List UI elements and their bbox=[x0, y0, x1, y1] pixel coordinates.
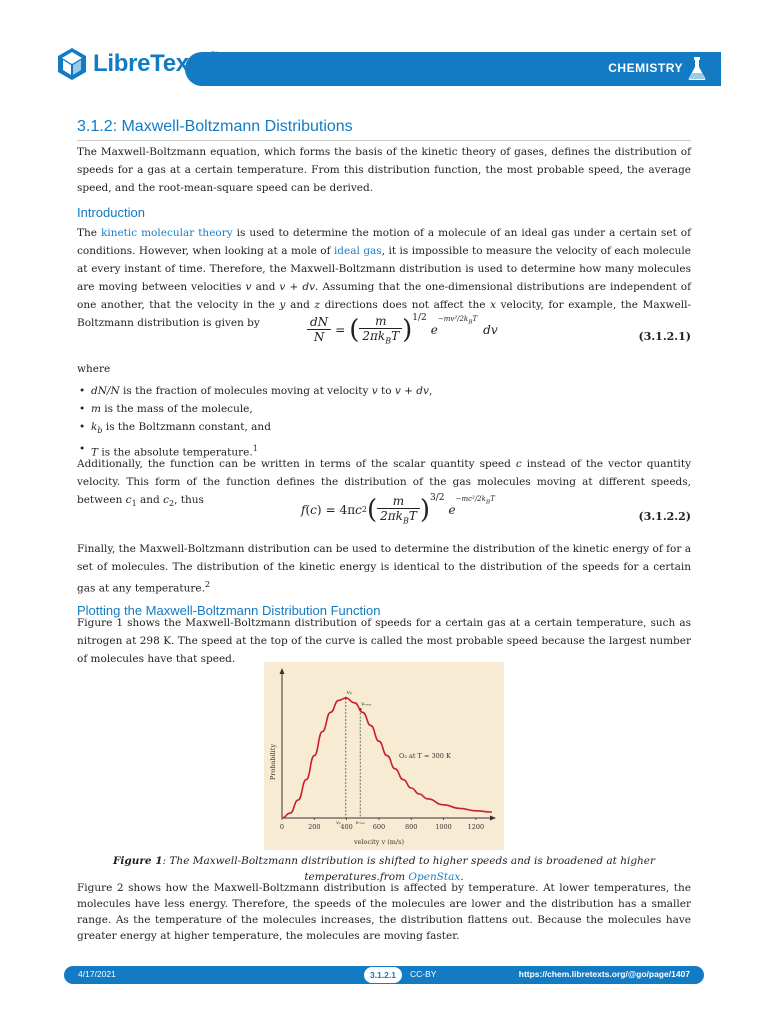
link-kinetic-molecular-theory[interactable]: kinetic molecular theory bbox=[100, 227, 233, 239]
list-item: • dN/N is the fraction of molecules moving at velocity v to v + dv, bbox=[77, 382, 691, 400]
equation-2-number: (3.1.2.2) bbox=[638, 510, 691, 523]
maxwell-boltzmann-chart bbox=[264, 662, 504, 850]
x-tick-label: 400 bbox=[340, 823, 353, 831]
logo-wordmark: LibreTexts™ bbox=[93, 50, 219, 77]
footer-license[interactable]: CC-BY bbox=[410, 969, 437, 979]
intro-paragraph: The Maxwell-Boltzmann equation, which forms the basis of the kinetic theory of gases, defines the distribution of speeds for a gas at a certain temperature. From this distribution function, the most probable speed, the average speed, and the root-mean-square speed can be derived. bbox=[77, 146, 691, 194]
figure-1-caption: Figure 1: The Maxwell-Boltzmann distribution is shifted to higher speeds and is broadened at higher temperatures.from OpenStax. bbox=[112, 855, 656, 883]
x-tick-label: 200 bbox=[308, 823, 321, 831]
libretexts-cube-icon bbox=[55, 46, 89, 82]
link-openstax[interactable]: OpenStax bbox=[408, 871, 461, 883]
list-item: • T is the absolute temperature.$^1$ bbox=[77, 440, 691, 462]
site-header bbox=[45, 38, 721, 98]
speed-markers bbox=[336, 690, 371, 826]
header-bar bbox=[185, 52, 721, 86]
footer-url[interactable]: https://chem.libretexts.org/@go/page/1407 bbox=[518, 969, 690, 979]
figure-1 bbox=[264, 662, 504, 850]
x-tick-label: 800 bbox=[405, 823, 418, 831]
variable-definitions-list bbox=[77, 382, 691, 462]
x-axis-label: velocity v (m/s) bbox=[353, 838, 405, 846]
x-tick-label: 1200 bbox=[467, 823, 485, 831]
axis-marker-label: vₚ bbox=[336, 820, 341, 826]
heading-plotting: Plotting the Maxwell-Boltzmann Distribution Function bbox=[77, 603, 381, 618]
x-ticks bbox=[280, 818, 484, 831]
footer-date: 4/17/2021 bbox=[78, 969, 116, 979]
list-item: • m is the mass of the molecule, bbox=[77, 400, 691, 418]
equation-3-1-2-2 bbox=[77, 494, 691, 544]
marker-label: vᵣₘₛ bbox=[361, 701, 372, 708]
axis-marker-label: vᵣₘₛ bbox=[355, 820, 365, 826]
plotting-paragraph-2: Figure 2 shows how the Maxwell-Boltzmann distribution is affected by temperature. At lower temperatures, the molecules have less energy. Therefore, the speeds of the molecules are lower and the distribution has a smaller range. As the temperature of the molecules increases, the distribution flattens out. Because the molecules have greater energy at higher temperature, the molecules are moving faster. bbox=[77, 882, 691, 942]
subject-label[interactable]: CHEMISTRY bbox=[608, 61, 683, 75]
equation-2-formula: f ( c ) = 4π c 2 ( $\frac{m}{2\pi k_BT}$ ) $^{3/2}$ e $^{-mc^2/2k_B T}$ bbox=[301, 492, 495, 526]
equation-1-number: (3.1.2.1) bbox=[638, 330, 691, 343]
page-title: 3.1.2: Maxwell-Boltzmann Distributions bbox=[77, 118, 353, 135]
equation-1-formula: $\frac{dN}{N}$ = ( $\frac{m}{2\pi k_BT}$ ) $^{1/2}$ e $^{-mv^2/2k_B T}$ dv bbox=[307, 314, 498, 345]
curve-annotation: O₂ at T = 300 K bbox=[399, 752, 451, 760]
introduction-paragraph-1: The kinetic molecular theory is used to determine the motion of a molecule of an ideal gas under a certain set of conditions. However, when looking at a mole of ideal gas, it is impossible to measure the velocity of each molecule at every instant of time. Therefore, the Maxwell-Boltzmann distribution is used to determine how many molecules are moving between velocities v and v + dv. Assuming that the one-dimensional distributions are independent of one another, that the velocity in the y and z directions does not affect the x velocity, for example, the Maxwell-Boltzmann distribution is given by bbox=[77, 227, 692, 329]
introduction-paragraph-2: Additionally, the function can be written in terms of the scalar quantity speed c instead of the vector quantity velocity. This form of the function defines the distribution of the gas molecules moving at different speeds, between $c_1$ and $c_2$, thus bbox=[77, 458, 691, 509]
y-axis-label: Probability bbox=[269, 743, 277, 781]
x-tick-label: 600 bbox=[372, 823, 386, 831]
y-axis-arrow bbox=[280, 668, 285, 674]
link-ideal-gas[interactable]: ideal gas bbox=[333, 245, 382, 257]
where-text: where bbox=[77, 363, 111, 375]
equation-3-1-2-1 bbox=[77, 314, 691, 364]
distribution-curve bbox=[282, 698, 492, 818]
introduction-paragraph-3: Finally, the Maxwell-Boltzmann distribution can be used to determine the distribution of the kinetic energy of for a set of molecules. The distribution of the kinetic energy is identical to the distribution of the speeds for a certain gas at any temperature.$^2$ bbox=[77, 543, 691, 595]
plotting-paragraph-1: Figure 1 shows the Maxwell-Boltzmann distribution of speeds for a certain gas at a certain temperature, such as nitrogen at 298 K. The speed at the top of the curve is called the most probable speed because the largest number of molecules have that speed. bbox=[77, 617, 691, 665]
x-tick-label: 0 bbox=[279, 823, 285, 831]
flask-icon bbox=[687, 56, 707, 82]
x-tick-label: 1000 bbox=[435, 823, 452, 831]
marker-label: vₚ bbox=[346, 690, 353, 696]
list-item: • $k_b$ is the Boltzmann constant, and bbox=[77, 418, 691, 440]
heading-introduction: Introduction bbox=[77, 205, 145, 220]
page-footer bbox=[64, 966, 704, 984]
title-divider bbox=[77, 140, 691, 141]
libretexts-logo[interactable] bbox=[55, 46, 218, 82]
x-axis-arrow bbox=[490, 816, 496, 821]
footer-page-number: 3.1.2.1 bbox=[364, 967, 402, 983]
